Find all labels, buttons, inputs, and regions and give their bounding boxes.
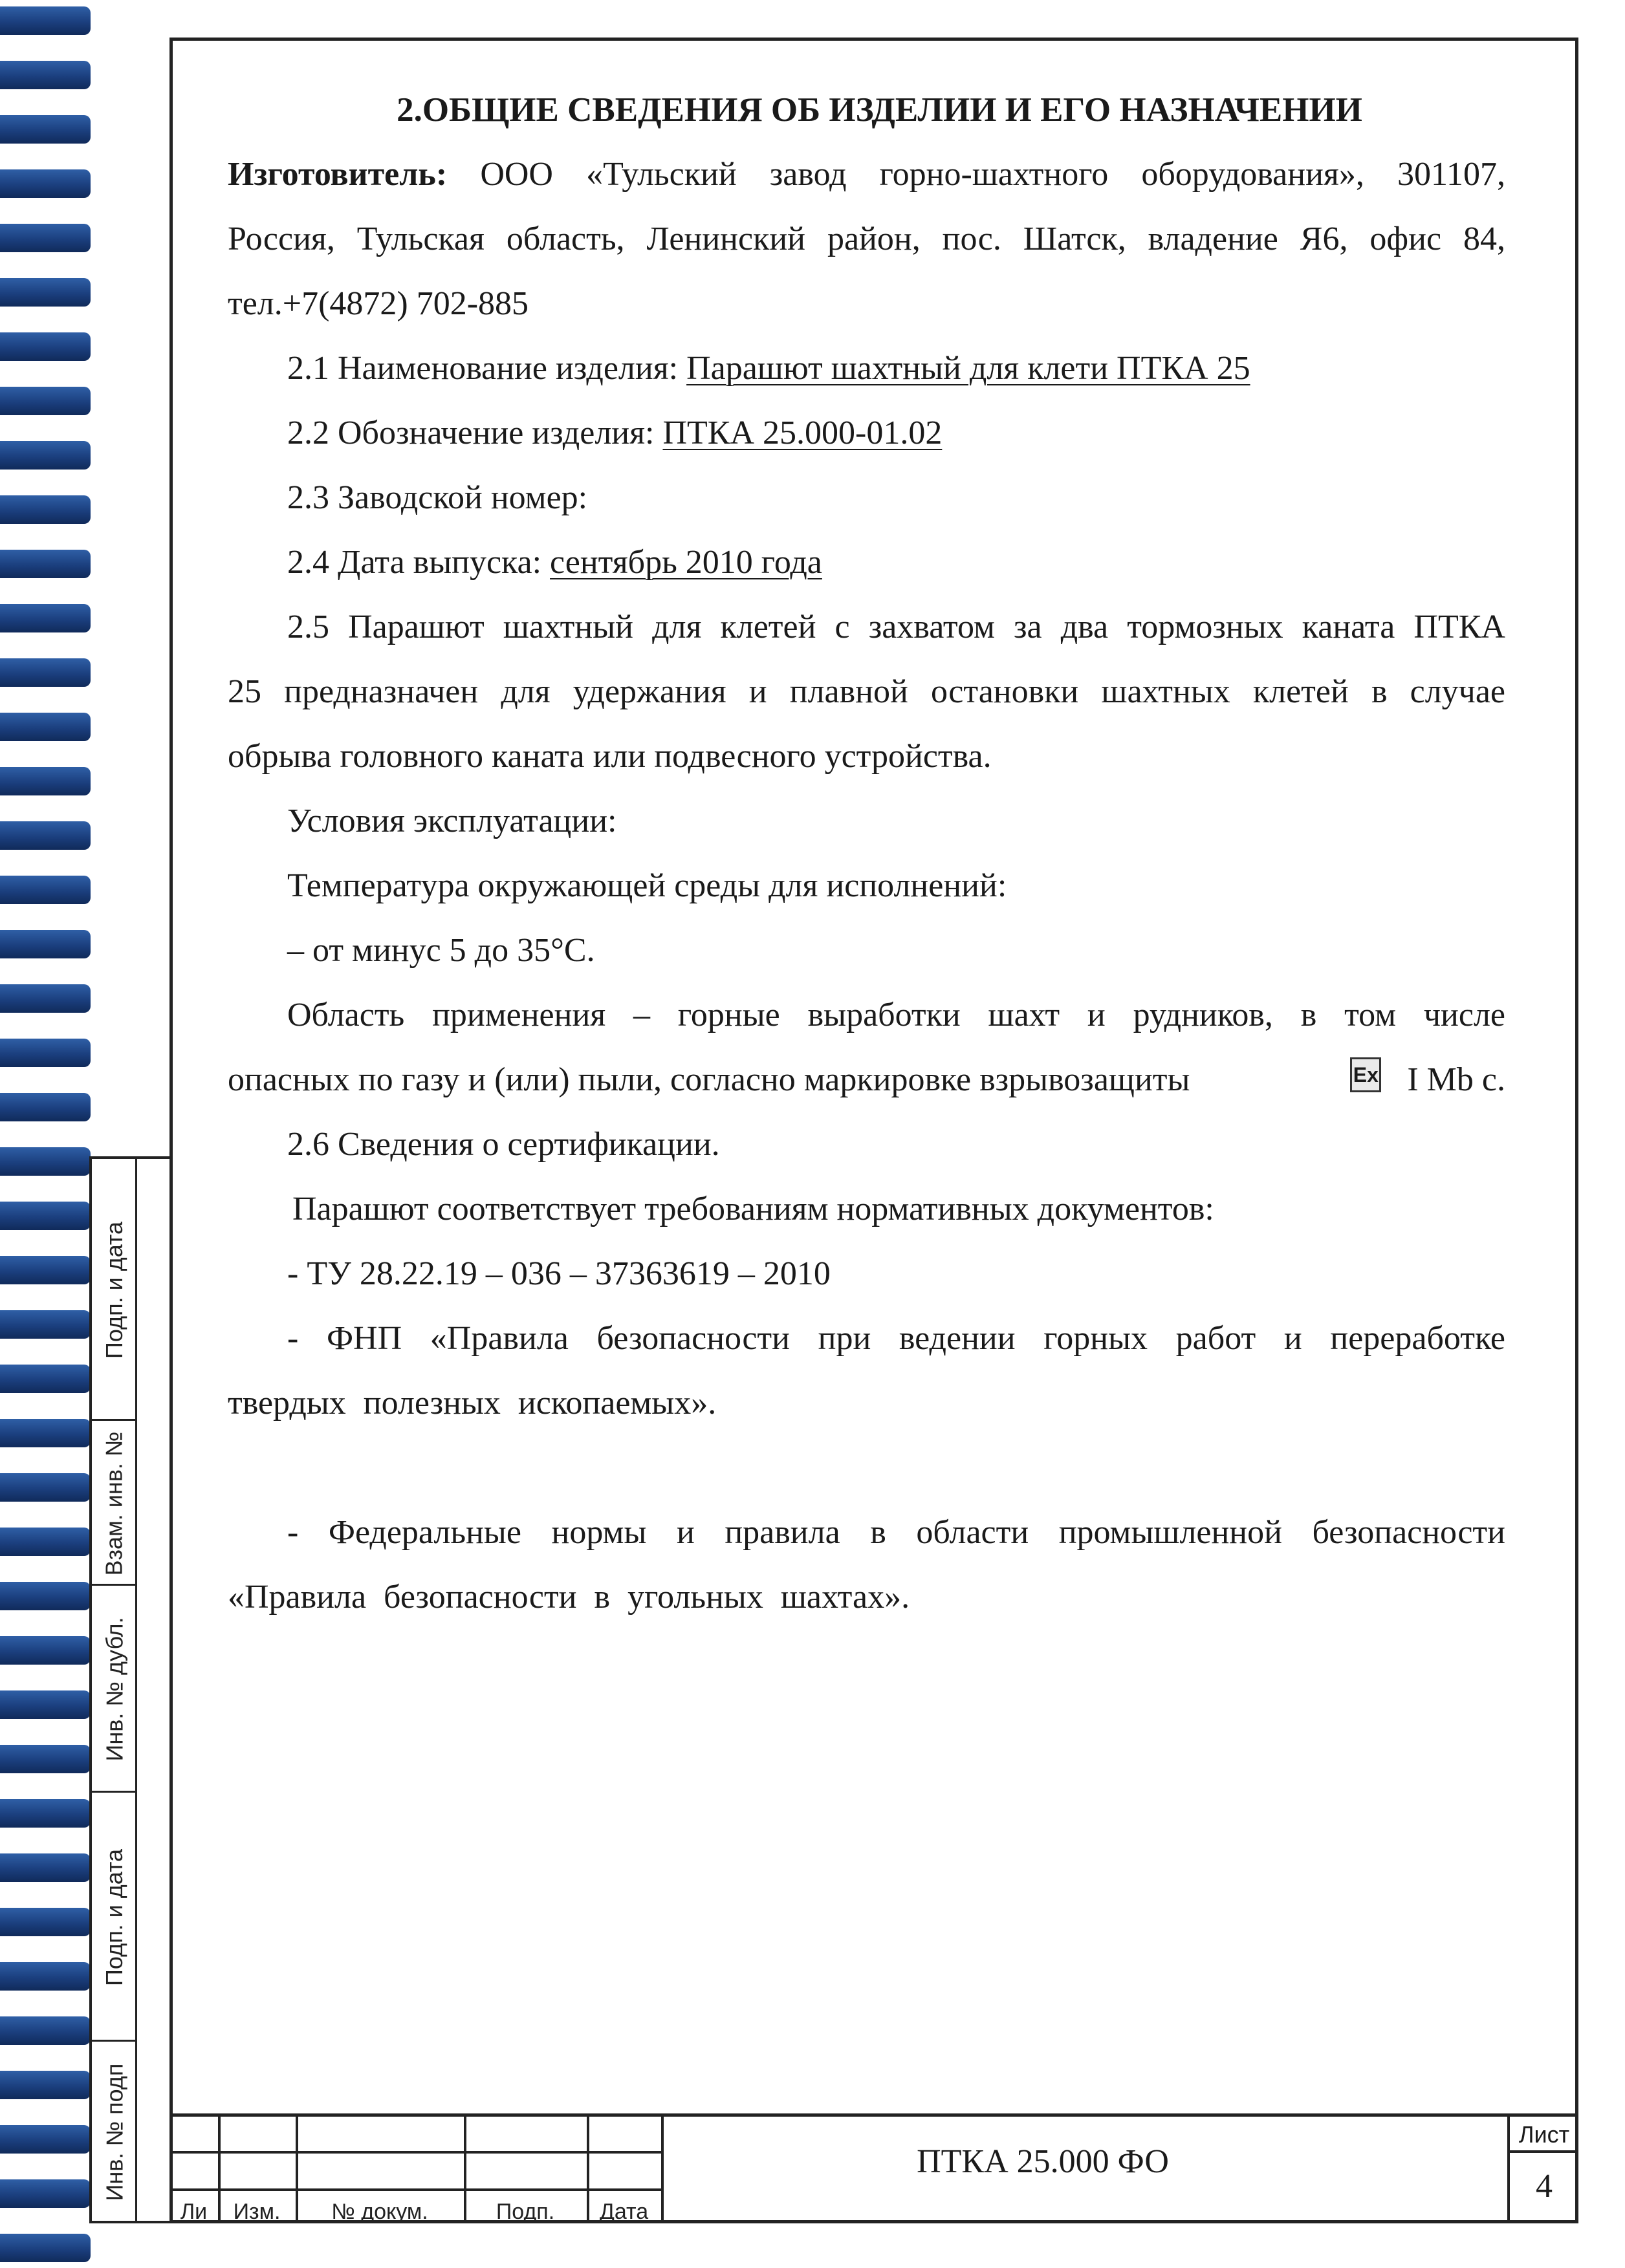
binding-ring xyxy=(0,1745,91,1773)
application-area-line-2 xyxy=(228,1048,1505,1112)
temperature-range: – от минус 5 до 35°С. xyxy=(287,932,595,969)
manufacturer-line-2: Россия, Тульская область, Ленинский район, пос. Шатск, владение Я6, офис 84, xyxy=(228,221,1505,257)
document-body xyxy=(228,78,1505,1630)
side-label-sign-date-2: Подп. и дата xyxy=(101,1848,127,1986)
col-li-label: Ли xyxy=(180,2199,208,2224)
product-name-value: Парашют шахтный для клети ПТКА 25 xyxy=(686,350,1250,387)
release-date-label: 2.4 Дата выпуска: xyxy=(287,544,542,581)
binding-ring xyxy=(0,1908,91,1936)
manufacturer-phone: тел.+7(4872) 702-885 xyxy=(228,285,529,322)
binding-ring xyxy=(0,984,91,1013)
document-code: ПТКА 25.000 ФО xyxy=(917,2143,1169,2180)
side-stamp-columns xyxy=(89,1156,169,2223)
binding-ring xyxy=(0,930,91,958)
side-label-replace-inv: Взам. инв. № xyxy=(101,1431,127,1576)
binding-ring xyxy=(0,387,91,415)
manufacturer-text: ООО «Тульский завод горно-шахтного оборудования», 301107, xyxy=(480,156,1506,193)
title-block-grid xyxy=(169,2117,661,2223)
purpose-line-3: обрыва головного каната или подвесного устройства. xyxy=(228,738,992,775)
col-sign-label: Подп. xyxy=(496,2199,555,2224)
grid-line xyxy=(661,2117,664,2223)
binding-ring xyxy=(0,1582,91,1610)
binding-ring xyxy=(0,1962,91,1991)
side-sign-column xyxy=(137,1159,169,2221)
binding-ring xyxy=(0,604,91,632)
binding-ring xyxy=(0,441,91,470)
col-doc-label: № докум. xyxy=(331,2199,428,2224)
side-label-sign-date-1: Подп. и дата xyxy=(101,1221,127,1359)
binding-ring xyxy=(0,495,91,524)
binding-ring xyxy=(0,1202,91,1230)
binding-ring xyxy=(0,2125,91,2154)
tu-reference: - ТУ 28.22.19 – 036 – 37363619 – 2010 xyxy=(287,1255,831,1292)
col-date-label: Дата xyxy=(599,2199,649,2224)
binding-ring xyxy=(0,1473,91,1502)
sheet-cell xyxy=(1507,2117,1578,2223)
item-designation xyxy=(228,401,1505,466)
section-heading: 2.ОБЩИЕ СВЕДЕНИЯ ОБ ИЗДЕЛИИ И ЕГО НАЗНАЧЕНИИ xyxy=(397,91,1362,129)
binding-ring xyxy=(0,2071,91,2099)
title-block xyxy=(169,2113,1578,2223)
binding-ring xyxy=(0,713,91,741)
blank-line xyxy=(228,1436,1505,1500)
fnp-line-2: твердых полезных ископаемых». xyxy=(228,1385,717,1421)
designation-label: 2.2 Обозначение изделия: xyxy=(287,415,655,451)
binding-ring xyxy=(0,876,91,904)
binding-ring xyxy=(0,115,91,144)
manufacturer-line-1 xyxy=(228,142,1505,207)
side-label-orig-inv: Инв. № подп xyxy=(101,2063,128,2201)
federal-rules-line-2: «Правила безопасности в угольных шахтах». xyxy=(228,1579,910,1615)
item-product-name xyxy=(228,336,1505,401)
designation-value: ПТКА 25.000-01.02 xyxy=(662,415,943,451)
binding-ring xyxy=(0,1093,91,1121)
sheet-label: Лист xyxy=(1510,2117,1578,2153)
binding-ring xyxy=(0,2016,91,2045)
binding-ring xyxy=(0,332,91,361)
binding-ring xyxy=(0,1256,91,1284)
spiral-binding xyxy=(0,0,97,2268)
purpose-line-2: 25 предназначен для удержания и плавной остановки шахтных клетей в случае xyxy=(228,673,1505,710)
binding-ring xyxy=(0,169,91,198)
binding-ring xyxy=(0,1636,91,1665)
application-area-line-1: Область применения – горные выработки шахт и рудников, в том числе xyxy=(287,997,1505,1033)
binding-ring xyxy=(0,550,91,578)
binding-ring xyxy=(0,1147,91,1176)
binding-ring xyxy=(0,658,91,687)
binding-ring xyxy=(0,2179,91,2208)
operating-conditions: Условия эксплуатации: xyxy=(287,803,617,839)
ex-marking-text: опасных по газу и (или) пыли, согласно маркировке взрывозащиты xyxy=(228,1061,1190,1098)
federal-rules-line-1: - Федеральные нормы и правила в области промышленной безопасности xyxy=(287,1514,1505,1551)
certification-heading: 2.6 Сведения о сертификации. xyxy=(287,1126,720,1163)
binding-ring xyxy=(0,1528,91,1556)
purpose-line-1: 2.5 Парашют шахтный для клетей с захватом за два тормозных каната ПТКА xyxy=(287,609,1505,645)
binding-ring xyxy=(0,224,91,252)
binding-ring xyxy=(0,1419,91,1447)
sheet-number: 4 xyxy=(1536,2168,1553,2205)
binding-ring xyxy=(0,1365,91,1393)
binding-ring xyxy=(0,1853,91,1882)
binding-ring xyxy=(0,61,91,89)
product-name-label: 2.1 Наименование изделия: xyxy=(287,350,679,387)
binding-ring xyxy=(0,6,91,35)
item-serial: 2.3 Заводской номер: xyxy=(287,479,588,516)
fnp-line-1: - ФНП «Правила безопасности при ведении горных работ и переработке xyxy=(287,1320,1505,1357)
binding-ring xyxy=(0,821,91,850)
binding-ring xyxy=(0,767,91,795)
ex-mark-icon: Ex xyxy=(1350,1057,1381,1092)
item-release-date xyxy=(228,530,1505,595)
binding-ring xyxy=(0,1039,91,1067)
binding-ring xyxy=(0,1310,91,1339)
side-label-dup-inv: Инв. № дубл. xyxy=(101,1617,127,1762)
ex-marking-class: I Mb с. xyxy=(1407,1061,1505,1098)
manufacturer-label: Изготовитель: xyxy=(228,156,448,193)
binding-ring xyxy=(0,1690,91,1719)
release-date-value: сентябрь 2010 года xyxy=(550,544,822,581)
col-izm-label: Изм. xyxy=(233,2199,281,2224)
binding-ring xyxy=(0,2234,91,2262)
compliance-text: Парашют соответствует требованиям нормативных документов: xyxy=(292,1191,1214,1227)
binding-ring xyxy=(0,278,91,307)
binding-ring xyxy=(0,1799,91,1828)
temperature-label: Температура окружающей среды для исполнений: xyxy=(287,867,1007,904)
